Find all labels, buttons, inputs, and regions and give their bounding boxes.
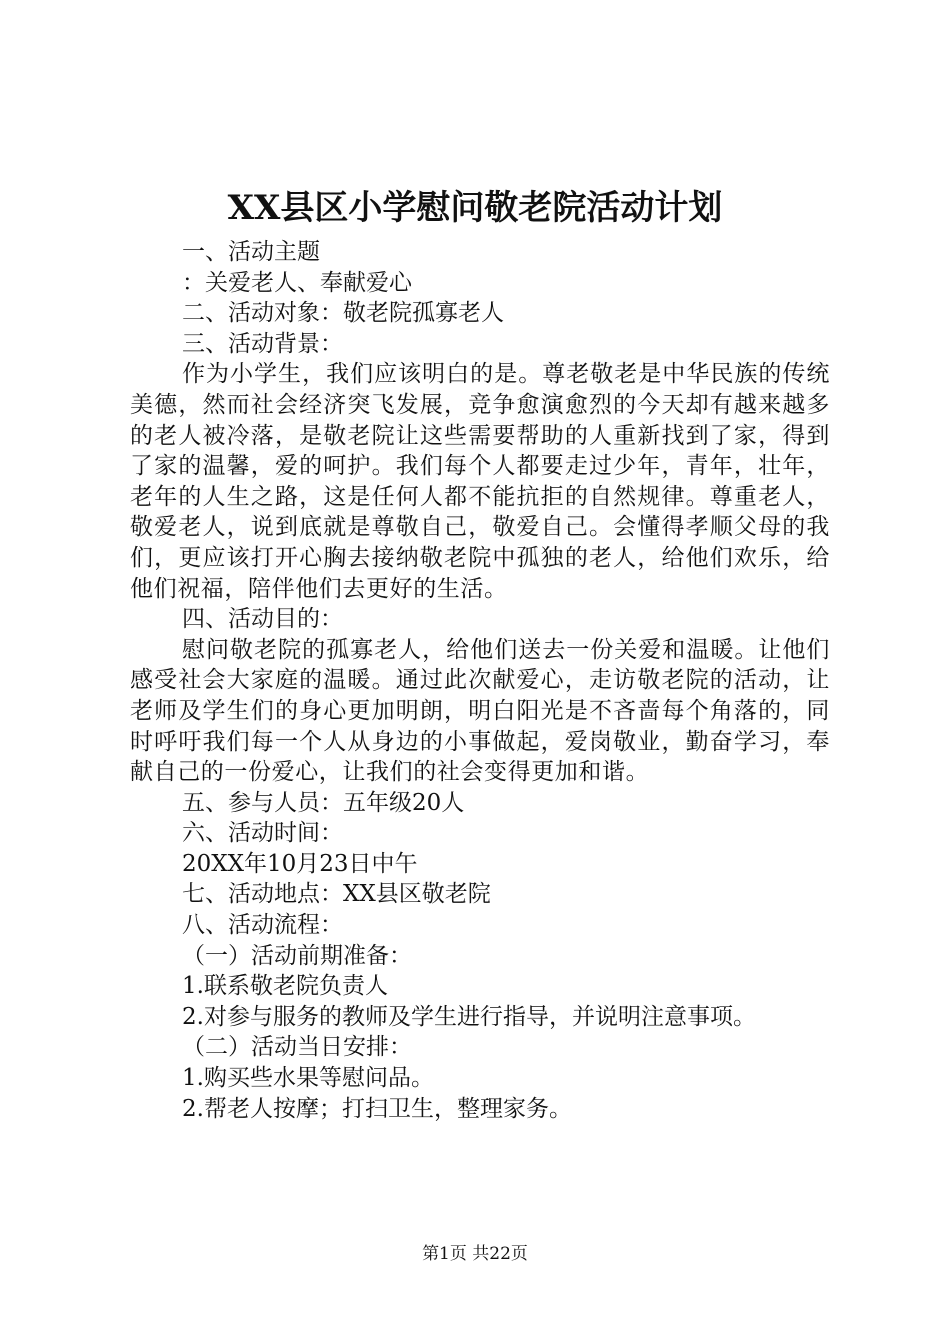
- document-body: [130, 237, 830, 1124]
- day-item-1: 1.购买些水果等慰问品。: [182, 1065, 434, 1092]
- theme-value: ：关爱老人、奉献爱心: [182, 269, 412, 296]
- time-value: 20XX年10月23日中午: [182, 850, 418, 877]
- prep-heading: （一）活动前期准备：: [182, 942, 412, 969]
- background-heading: 三、活动背景：: [182, 330, 343, 357]
- location-line: 七、活动地点：XX县区敬老院: [182, 881, 491, 908]
- day-heading: （二）活动当日安排：: [182, 1034, 412, 1061]
- page-footer: 第1页 共22页: [422, 1244, 528, 1264]
- time-heading: 六、活动时间：: [182, 820, 343, 847]
- document-title: XX县区小学慰问敬老院活动计划: [227, 188, 723, 228]
- background-paragraph: 作为小学生，我们应该明白的是。尊老敬老是中华民族的传统美德，然而社会经济突飞发展，竞争愈演愈烈的今天却有越来越多的老人被冷落，是敬老院让这些需要帮助的人重新找到了家，得到了家的温馨，爱的呵护。我们每个人都要走过少年，青年，壮年，老年的人生之路，这是任何人都不能抗拒的自然规律。尊重老人，敬爱老人，说到底就是尊敬自己，敬爱自己。会懂得孝顺父母的我们，更应该打开心胸去接纳敬老院中孤独的老人，给他们欢乐，给他们祝福，陪伴他们去更好的生活。: [130, 361, 830, 602]
- purpose-heading: 四、活动目的：: [182, 606, 343, 633]
- prep-item-2: 2.对参与服务的教师及学生进行指导，并说明注意事项。: [182, 1003, 756, 1030]
- process-heading: 八、活动流程：: [182, 912, 343, 939]
- theme-heading: 一、活动主题: [182, 239, 320, 265]
- purpose-paragraph: 慰问敬老院的孤寡老人，给他们送去一份关爱和温暖。让他们感受社会大家庭的温暖。通过此次献爱心，走访敬老院的活动，让老师及学生们的身心更加明朗，明白阳光是不吝啬每个角落的，同时呼吁我们每一个人从身边的小事做起，爱岗敬业，勤奋学习，奉献自己的一份爱心，让我们的社会变得更加和谐。: [130, 636, 830, 786]
- participants-line: 五、参与人员：五年级20人: [182, 789, 465, 816]
- day-item-2: 2.帮老人按摩；打扫卫生，整理家务。: [182, 1095, 572, 1122]
- prep-item-1: 1.联系敬老院负责人: [182, 973, 388, 1000]
- target-line: 二、活动对象：敬老院孤寡老人: [182, 300, 504, 327]
